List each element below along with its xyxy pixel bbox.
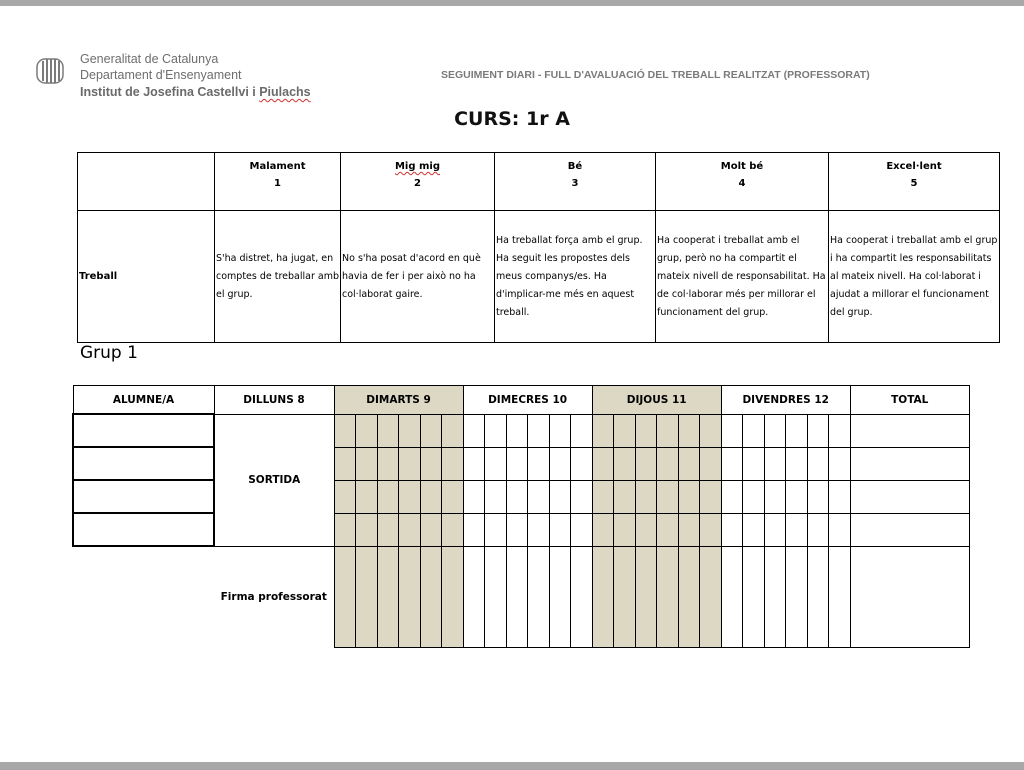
day-slot-cell[interactable] (463, 546, 485, 647)
rubric-description: S'ha distret, ha jugat, en comptes de treballar amb el grup. (215, 211, 341, 343)
day-slot-cell[interactable] (678, 447, 700, 480)
total-cell[interactable] (850, 480, 969, 513)
day-slot-cell[interactable] (549, 447, 571, 480)
day-slot-cell[interactable] (377, 513, 399, 546)
day-slot-cell[interactable] (807, 447, 829, 480)
day-slot-cell[interactable] (635, 480, 657, 513)
day-slot-cell[interactable] (700, 447, 722, 480)
day-slot-cell[interactable] (678, 513, 700, 546)
day-slot-cell[interactable] (743, 546, 765, 647)
day-slot-cell[interactable] (786, 546, 808, 647)
total-cell[interactable] (850, 414, 969, 447)
rubric-description: Ha treballat força amb el grup. Ha seguit les propostes dels meus companys/es. Ha d'implicar-me més en aquest treball. (495, 211, 656, 343)
day-slot-cell[interactable] (377, 480, 399, 513)
day-slot-cell[interactable] (614, 480, 636, 513)
day-slot-cell[interactable] (506, 546, 528, 647)
day-slot-cell[interactable] (549, 546, 571, 647)
day-slot-cell[interactable] (399, 513, 421, 546)
day-slot-cell[interactable] (506, 480, 528, 513)
day-slot-cell[interactable] (399, 546, 421, 647)
day-slot-cell[interactable] (528, 447, 550, 480)
day-slot-cell[interactable] (571, 513, 593, 546)
day-slot-cell[interactable] (635, 513, 657, 546)
rubric-level: Malament 1 (215, 153, 341, 211)
attendance-table (72, 385, 970, 648)
day-slot-cell[interactable] (743, 447, 765, 480)
day-slot-cell[interactable] (528, 513, 550, 546)
course-title: CURS: 1r A (454, 108, 570, 130)
total-cell[interactable] (850, 447, 969, 480)
day-slot-cell[interactable] (764, 447, 786, 480)
day-slot-cell[interactable] (377, 546, 399, 647)
day-slot-cell[interactable] (485, 447, 507, 480)
day-slot-cell[interactable] (420, 414, 442, 447)
day-slot-cell[interactable] (377, 414, 399, 447)
day-slot-cell[interactable] (592, 480, 614, 513)
day-slot-cell[interactable] (721, 480, 743, 513)
day-header: DILLUNS 8 (214, 386, 334, 415)
attendance-header-row (73, 386, 969, 415)
day-slot-cell[interactable] (571, 480, 593, 513)
day-slot-cell[interactable] (463, 480, 485, 513)
day-slot-cell[interactable] (635, 414, 657, 447)
group-title: Grup 1 (80, 343, 138, 363)
day-slot-cell[interactable] (721, 447, 743, 480)
day-slot-cell[interactable] (743, 480, 765, 513)
day-slot-cell[interactable] (334, 513, 356, 546)
day-slot-cell[interactable] (829, 546, 851, 647)
day-slot-cell[interactable] (506, 513, 528, 546)
rubric-row-label: Treball (78, 211, 215, 343)
signature-label: Firma professorat (220, 590, 327, 603)
day-slot-cell[interactable] (657, 546, 679, 647)
day-slot-cell[interactable] (442, 546, 464, 647)
student-name-cell[interactable] (73, 447, 214, 480)
day-slot-cell[interactable] (743, 414, 765, 447)
day-slot-cell[interactable] (592, 513, 614, 546)
day-slot-cell[interactable] (399, 480, 421, 513)
rubric-description: Ha cooperat i treballat amb el grup i ha compartit les responsabilitats al mateix nivell. Ha col·laborat i ajudat a millorar el funcionament del grup. (829, 211, 1000, 343)
rubric-table (77, 152, 1000, 343)
day-slot-cell[interactable] (700, 480, 722, 513)
day-slot-cell[interactable] (549, 414, 571, 447)
day-slot-cell[interactable] (528, 414, 550, 447)
day-slot-cell[interactable] (700, 513, 722, 546)
day-slot-cell[interactable] (356, 414, 378, 447)
day-slot-cell[interactable] (743, 513, 765, 546)
day-slot-cell[interactable] (442, 414, 464, 447)
day-slot-cell[interactable] (356, 480, 378, 513)
day-slot-cell[interactable] (442, 480, 464, 513)
day-slot-cell[interactable] (764, 513, 786, 546)
day-slot-cell[interactable] (592, 447, 614, 480)
day-slot-cell[interactable] (807, 480, 829, 513)
total-cell[interactable] (850, 513, 969, 546)
student-header: ALUMNE/A (73, 386, 214, 415)
day-slot-cell[interactable] (700, 546, 722, 647)
day-slot-cell[interactable] (356, 546, 378, 647)
school-name: Institut de Josefina Castellvi i Piulachs (80, 85, 311, 99)
day-slot-cell[interactable] (506, 447, 528, 480)
day-slot-cell[interactable] (592, 546, 614, 647)
day-slot-cell[interactable] (829, 414, 851, 447)
day-slot-cell[interactable] (807, 513, 829, 546)
rubric-description: Ha cooperat i treballat amb el grup, però no ha compartit el mateix nivell de responsabilitat. Ha de col·laborar més per millorar el funcionament del grup. (656, 211, 829, 343)
day-slot-cell[interactable] (614, 513, 636, 546)
day-slot-cell[interactable] (786, 447, 808, 480)
day-slot-cell[interactable] (571, 447, 593, 480)
rubric-body-row (78, 211, 1000, 343)
day-slot-cell[interactable] (334, 546, 356, 647)
student-name-cell[interactable] (73, 513, 214, 546)
day-slot-cell[interactable] (678, 480, 700, 513)
student-row (73, 513, 969, 546)
day-slot-cell[interactable] (377, 447, 399, 480)
document-title: SEGUIMENT DIARI - FULL D'AVALUACIÓ DEL TREBALL REALITZAT (PROFESSORAT) (441, 69, 870, 81)
day-slot-cell[interactable] (614, 546, 636, 647)
rubric-level: Molt bé 4 (656, 153, 829, 211)
day-slot-cell[interactable] (399, 447, 421, 480)
day-slot-cell[interactable] (485, 414, 507, 447)
day-slot-cell[interactable] (764, 480, 786, 513)
day-slot-cell[interactable] (678, 414, 700, 447)
day-slot-cell[interactable] (485, 546, 507, 647)
day-header: DIVENDRES 12 (721, 386, 850, 415)
generalitat-logo-icon (36, 56, 64, 86)
day-slot-cell[interactable] (614, 414, 636, 447)
student-name-cell[interactable] (73, 480, 214, 513)
day-slot-cell[interactable] (786, 480, 808, 513)
org-name: Generalitat de Catalunya (80, 52, 219, 66)
day-slot-cell[interactable] (829, 513, 851, 546)
total-cell[interactable] (850, 546, 969, 647)
day-slot-cell[interactable] (485, 480, 507, 513)
day-slot-cell[interactable] (463, 414, 485, 447)
student-row (73, 447, 969, 480)
day-slot-cell[interactable] (528, 480, 550, 513)
day-slot-cell[interactable] (678, 546, 700, 647)
day-slot-cell[interactable] (571, 546, 593, 647)
day-slot-cell[interactable] (420, 546, 442, 647)
day-slot-cell[interactable] (334, 447, 356, 480)
day-slot-cell[interactable] (635, 447, 657, 480)
signature-row (73, 546, 969, 647)
day-slot-cell[interactable] (334, 414, 356, 447)
rubric-description: No s'ha posat d'acord en què havia de fer i per això no ha col·laborat gaire. (341, 211, 495, 343)
day-slot-cell[interactable] (657, 513, 679, 546)
student-row (73, 480, 969, 513)
day-slot-cell[interactable] (485, 513, 507, 546)
day-slot-cell[interactable] (657, 480, 679, 513)
day-slot-cell[interactable] (786, 513, 808, 546)
day-slot-cell[interactable] (399, 414, 421, 447)
document-page (0, 6, 1024, 762)
day-slot-cell[interactable] (334, 480, 356, 513)
day-slot-cell[interactable] (635, 546, 657, 647)
day-slot-cell[interactable] (528, 546, 550, 647)
day-slot-cell[interactable] (549, 513, 571, 546)
day-slot-cell[interactable] (764, 546, 786, 647)
day-slot-cell[interactable] (657, 414, 679, 447)
day-slot-cell[interactable] (764, 414, 786, 447)
department-name: Departament d'Ensenyament (80, 68, 242, 82)
day-slot-cell[interactable] (829, 447, 851, 480)
monday-note: SORTIDA (214, 414, 334, 546)
day-slot-cell[interactable] (786, 414, 808, 447)
day-slot-cell[interactable] (657, 447, 679, 480)
rubric-level: Excel·lent 5 (829, 153, 1000, 211)
day-slot-cell[interactable] (700, 414, 722, 447)
day-slot-cell[interactable] (807, 546, 829, 647)
day-slot-cell[interactable] (721, 414, 743, 447)
day-slot-cell[interactable] (592, 414, 614, 447)
day-slot-cell[interactable] (571, 414, 593, 447)
day-slot-cell[interactable] (549, 480, 571, 513)
day-slot-cell[interactable] (829, 480, 851, 513)
day-slot-cell[interactable] (420, 513, 442, 546)
day-slot-cell[interactable] (721, 513, 743, 546)
day-header: DIJOUS 11 (592, 386, 721, 415)
day-header: DIMECRES 10 (463, 386, 592, 415)
day-slot-cell[interactable] (807, 414, 829, 447)
day-slot-cell[interactable] (356, 513, 378, 546)
day-slot-cell[interactable] (506, 414, 528, 447)
rubric-corner (78, 153, 215, 211)
day-slot-cell[interactable] (420, 480, 442, 513)
day-slot-cell[interactable] (721, 546, 743, 647)
day-slot-cell[interactable] (442, 447, 464, 480)
day-slot-cell[interactable] (463, 513, 485, 546)
day-slot-cell[interactable] (356, 447, 378, 480)
rubric-header-row (78, 153, 1000, 211)
rubric-level: Mig mig 2 (341, 153, 495, 211)
day-slot-cell[interactable] (420, 447, 442, 480)
blank-cell (73, 546, 214, 647)
student-row (73, 414, 969, 447)
rubric-level: Bé 3 (495, 153, 656, 211)
total-header: TOTAL (850, 386, 969, 415)
day-header: DIMARTS 9 (334, 386, 463, 415)
day-slot-cell[interactable] (463, 447, 485, 480)
day-slot-cell[interactable] (442, 513, 464, 546)
day-slot-cell[interactable] (614, 447, 636, 480)
student-name-cell[interactable] (73, 414, 214, 447)
